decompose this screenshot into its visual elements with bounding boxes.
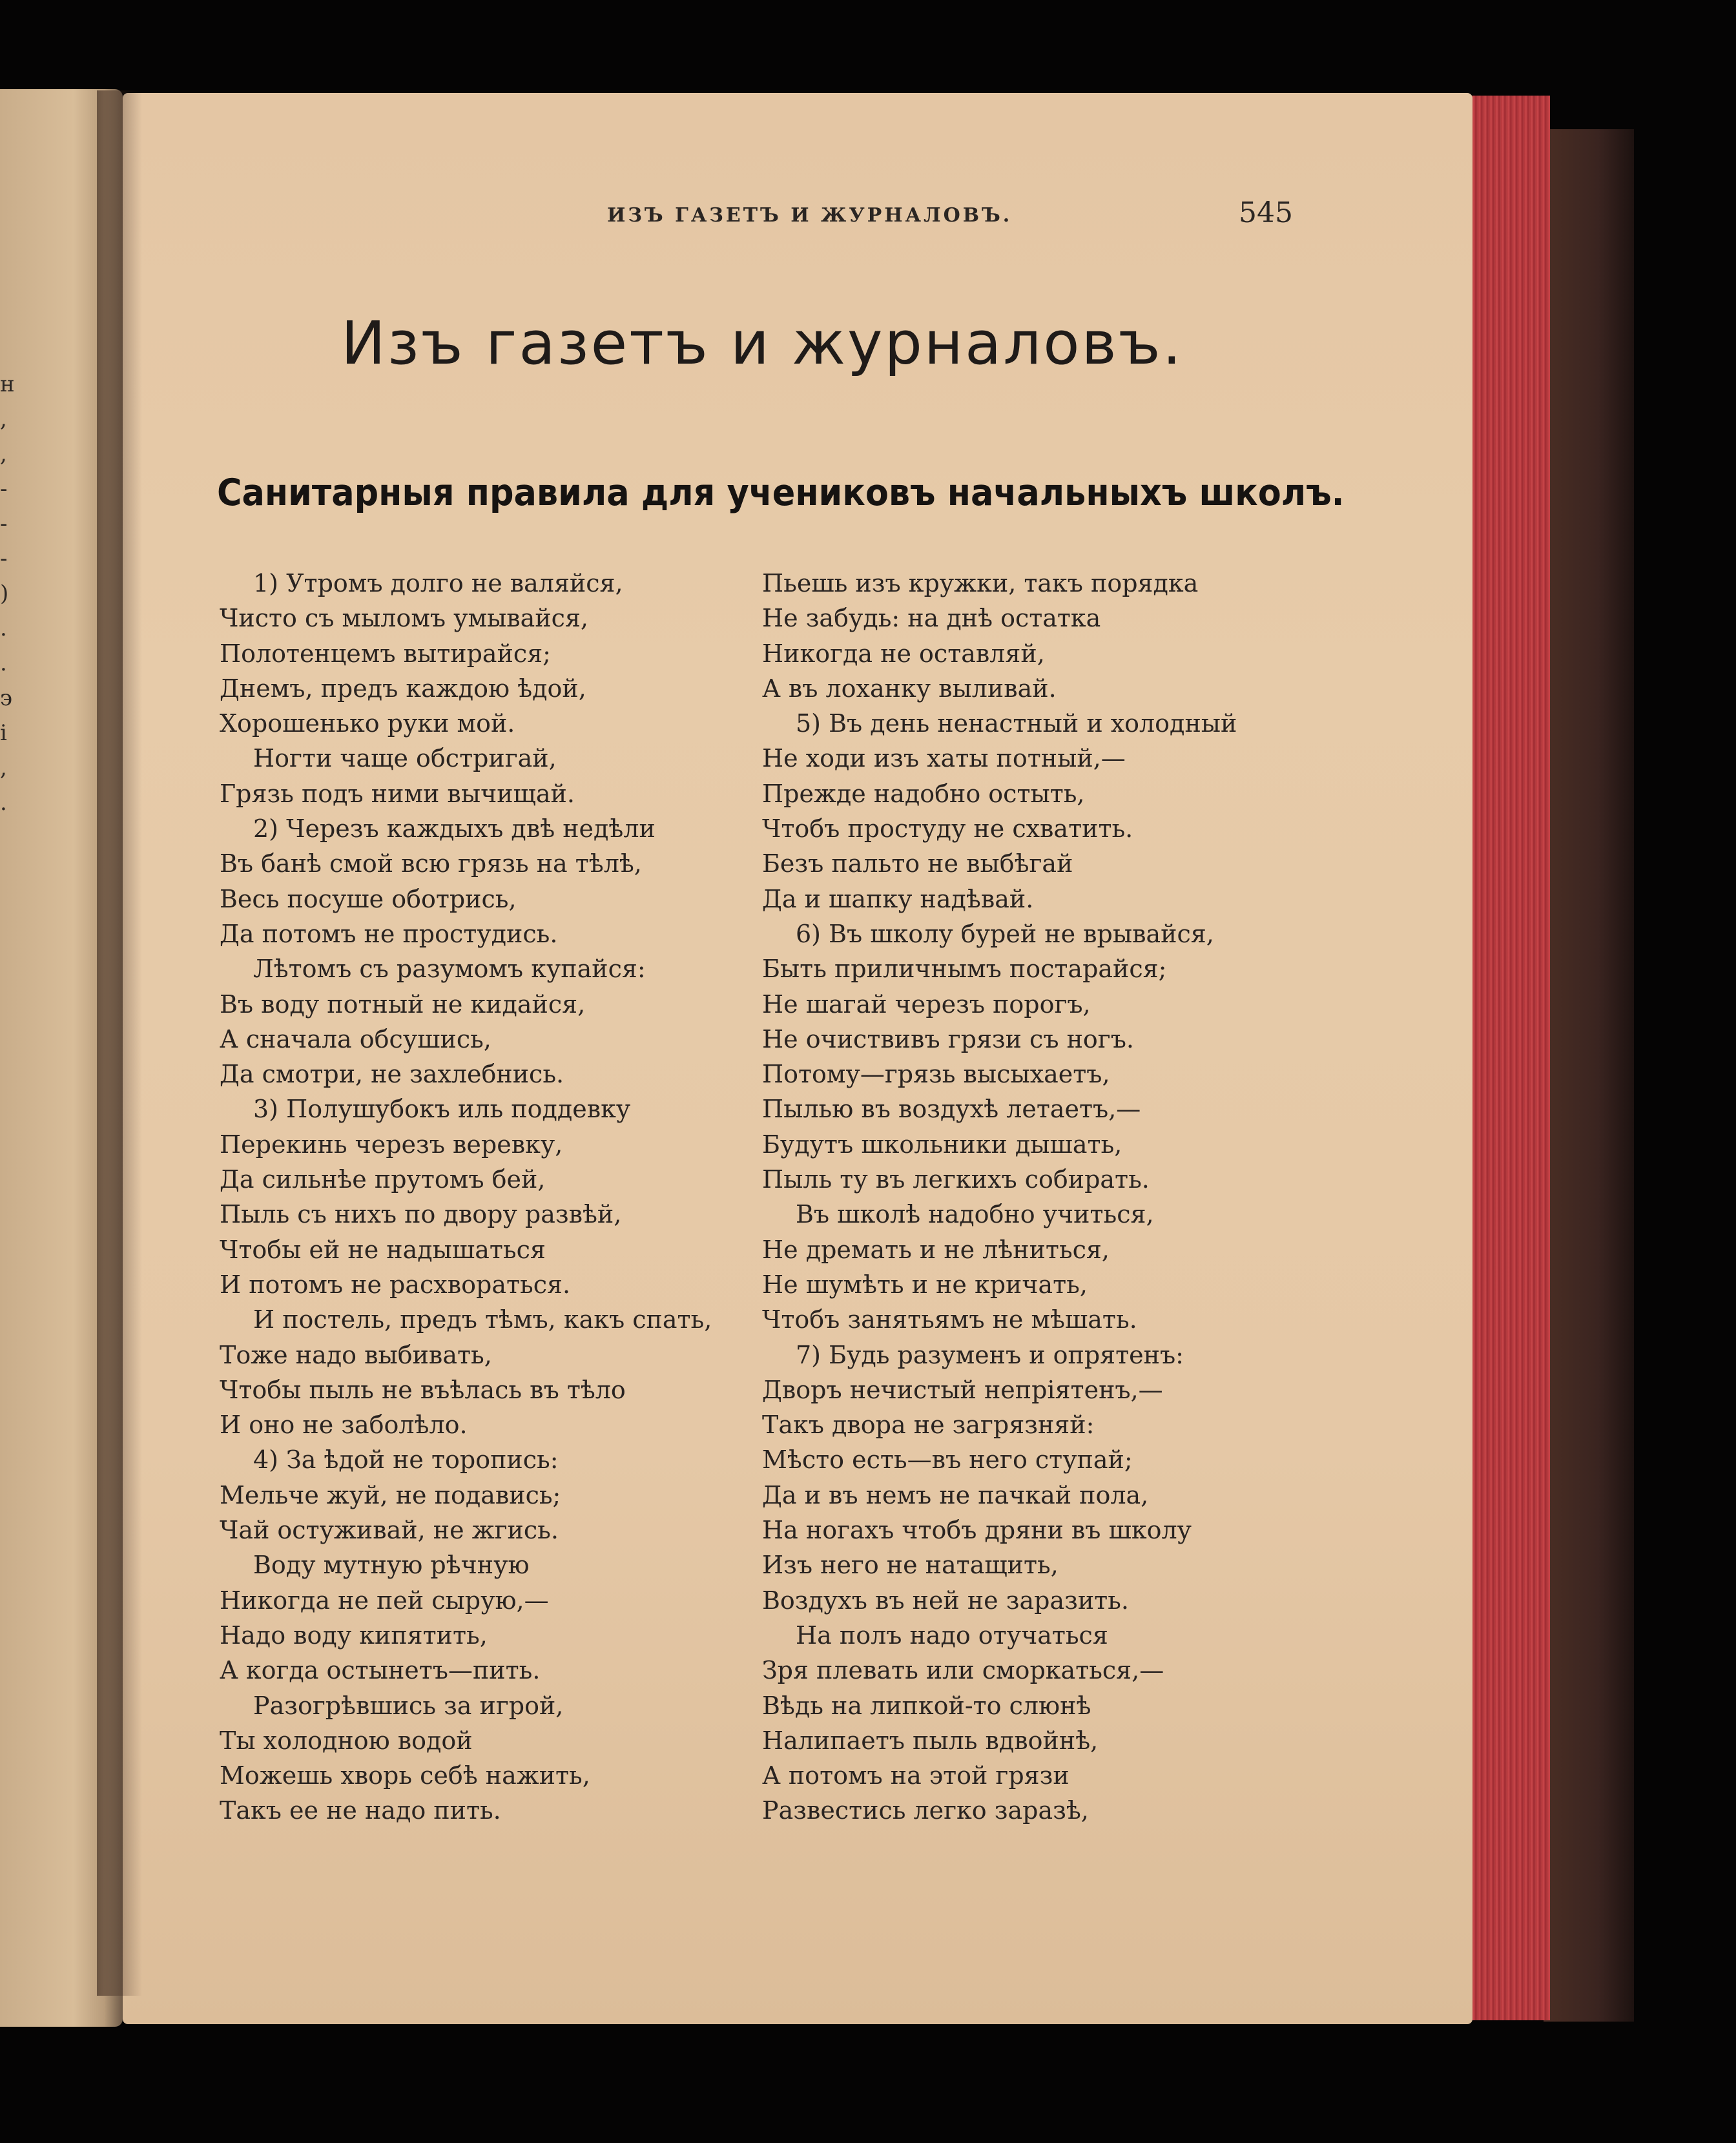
poem-line: Днемъ, предъ каждою ѣдой, <box>220 674 586 703</box>
poem-line: Чтобы пыль не въѣлась въ тѣло <box>220 1375 626 1404</box>
page-number: 545 <box>1239 196 1293 229</box>
poem-line: 5) Въ день ненастный и холодный <box>796 709 1237 738</box>
previous-page-glyph: , <box>0 406 7 432</box>
spine-gutter-shadow <box>97 90 142 1996</box>
poem-line: Чтобъ занятьямъ не мѣшать. <box>762 1305 1137 1334</box>
poem-line: Мѣсто есть—въ него ступай; <box>762 1445 1133 1475</box>
book-cover <box>1544 129 1634 2022</box>
poem-line: 4) За ѣдой не торопись: <box>253 1445 559 1475</box>
poem-line: Въ банѣ смой всю грязь на тѣлѣ, <box>220 849 642 878</box>
previous-page-glyph: - <box>0 546 8 572</box>
poem-line: Пылью въ воздухѣ летаетъ,— <box>762 1095 1141 1124</box>
poem-line: Грязь подъ ними вычищай. <box>220 779 575 808</box>
poem-line: Пьешь изъ кружки, такъ порядка <box>762 569 1199 597</box>
poem-line: Дворъ нечистый непріятенъ,— <box>762 1375 1163 1404</box>
poem-line: Надо воду кипятить, <box>220 1620 488 1650</box>
poem-line: Прежде надобно остыть, <box>762 779 1085 808</box>
poem-line: Да и въ немъ не пачкай пола, <box>762 1480 1149 1509</box>
poem-line: Да сильнѣе прутомъ бей, <box>220 1165 546 1194</box>
poem-line: А потомъ на этой грязи <box>762 1761 1070 1790</box>
poem-line: Не шумѣть и не кричать, <box>762 1270 1088 1299</box>
poem-right-column <box>762 566 1330 1828</box>
poem-line: Можешь хворь себѣ нажить, <box>220 1761 590 1790</box>
poem-line: Въ воду потный не кидайся, <box>220 989 586 1019</box>
poem-line: Да и шапку надѣвай. <box>762 884 1034 913</box>
poem-line: И оно не заболѣло. <box>220 1411 468 1440</box>
poem-line: 3) Полушубокъ иль поддевку <box>253 1095 631 1124</box>
poem-line: Пыль съ нихъ по двору развѣй, <box>220 1200 622 1229</box>
poem-line: Вѣдь на липкой-то слюнѣ <box>762 1691 1091 1720</box>
poem-line: Изъ него не натащить, <box>762 1551 1059 1580</box>
poem-line: А когда остынетъ—пить. <box>220 1656 541 1685</box>
previous-page-glyph: і <box>0 720 7 746</box>
poem-line: Потому—грязь высыхаетъ, <box>762 1060 1110 1089</box>
poem-line: Ногти чаще обстригай, <box>253 744 557 773</box>
poem-line: Быть приличнымъ постарайся; <box>762 955 1167 984</box>
previous-page-glyph: - <box>0 476 8 502</box>
poem-line: И потомъ не расхвораться. <box>220 1270 571 1299</box>
poem-line: Да потомъ не простудись. <box>220 919 558 948</box>
poem-line: Такъ двора не загрязняй: <box>762 1411 1095 1440</box>
previous-page-glyph: . <box>0 790 7 816</box>
section-title: Изъ газетъ и журналовъ. <box>341 309 1183 378</box>
poem-line: Перекинь черезъ веревку, <box>220 1130 563 1159</box>
previous-page-glyph: н <box>0 371 15 397</box>
previous-page-glyph: , <box>0 441 7 467</box>
previous-page-glyph: - <box>0 511 8 537</box>
previous-page-glyph: . <box>0 650 7 676</box>
poem-line: На ногахъ чтобъ дряни въ школу <box>762 1516 1192 1545</box>
poem-line: Не шагай черезъ порогъ, <box>762 989 1091 1019</box>
poem-line: Чисто съ мыломъ умывайся, <box>220 604 589 633</box>
poem-line: 7) Будь разуменъ и опрятенъ: <box>796 1340 1184 1369</box>
poem-title: Санитарныя правила для учениковъ начальныхъ школъ. <box>217 471 1345 514</box>
poem-line: Весь посуше оботрись, <box>220 884 517 913</box>
poem-line: На полъ надо отучаться <box>796 1620 1108 1650</box>
poem-line: Не дремать и не лѣниться, <box>762 1235 1110 1264</box>
previous-page-text-fragments <box>0 367 13 820</box>
poem-line: Зря плевать или сморкаться,— <box>762 1656 1164 1685</box>
poem-left-column <box>220 566 762 1828</box>
poem-line: Не забудь: на днѣ остатка <box>762 604 1101 633</box>
poem-line: Чтобы ей не надышаться <box>220 1235 546 1264</box>
poem-line: Безъ пальто не выбѣгай <box>762 849 1073 878</box>
running-head: ИЗЪ ГАЗЕТЪ И ЖУРНАЛОВЪ. <box>607 204 1013 227</box>
poem-line: Да смотри, не захлебнись. <box>220 1060 564 1089</box>
poem-line: Пыль ту въ легкихъ собирать. <box>762 1165 1150 1194</box>
poem-line: Не очиствивъ грязи съ ногъ. <box>762 1024 1134 1053</box>
poem-line: Развестись легко заразѣ, <box>762 1796 1089 1825</box>
poem-line: Лѣтомъ съ разумомъ купайся: <box>253 955 646 984</box>
red-page-edges <box>1466 96 1550 2020</box>
previous-page-glyph: , <box>0 755 7 781</box>
poem-line: Полотенцемъ вытирайся; <box>220 639 551 668</box>
poem-line: Воздухъ въ ней не заразить. <box>762 1586 1129 1615</box>
poem-line: Чтобъ простуду не схватить. <box>762 814 1133 844</box>
poem-line: Мельче жуй, не подавись; <box>220 1480 561 1509</box>
poem-line: Ты холодною водой <box>220 1726 473 1755</box>
poem-line: Тоже надо выбивать, <box>220 1340 492 1369</box>
poem-line: Будутъ школьники дышать, <box>762 1130 1122 1159</box>
poem-line: А въ лоханку выливай. <box>762 674 1057 703</box>
poem-line: Не ходи изъ хаты потный,— <box>762 744 1126 773</box>
poem-line: Такъ ее не надо пить. <box>220 1796 501 1825</box>
poem-line: Чай остуживай, не жгись. <box>220 1516 559 1545</box>
poem-line: 2) Черезъ каждыхъ двѣ недѣли <box>253 814 656 844</box>
poem-line: Никогда не оставляй, <box>762 639 1045 668</box>
poem-line: Въ школѣ надобно учиться, <box>796 1200 1154 1229</box>
poem-line: Налипаетъ пыль вдвойнѣ, <box>762 1726 1099 1755</box>
previous-page-glyph: ) <box>0 581 9 606</box>
poem-line: И постель, предъ тѣмъ, какъ спать, <box>253 1305 712 1334</box>
poem-line: Воду мутную рѣчную <box>253 1551 530 1580</box>
poem-line: 6) Въ школу бурей не врывайся, <box>796 919 1214 948</box>
poem-line: Хорошенько руки мой. <box>220 709 515 738</box>
poem-line: А сначала обсушись, <box>220 1024 491 1053</box>
previous-page-glyph: . <box>0 616 7 641</box>
previous-page-glyph: э <box>0 685 13 711</box>
poem-line: 1) Утромъ долго не валяйся, <box>253 569 623 597</box>
poem-line: Никогда не пей сырую,— <box>220 1586 549 1615</box>
poem-line: Разогрѣвшись за игрой, <box>253 1691 564 1720</box>
